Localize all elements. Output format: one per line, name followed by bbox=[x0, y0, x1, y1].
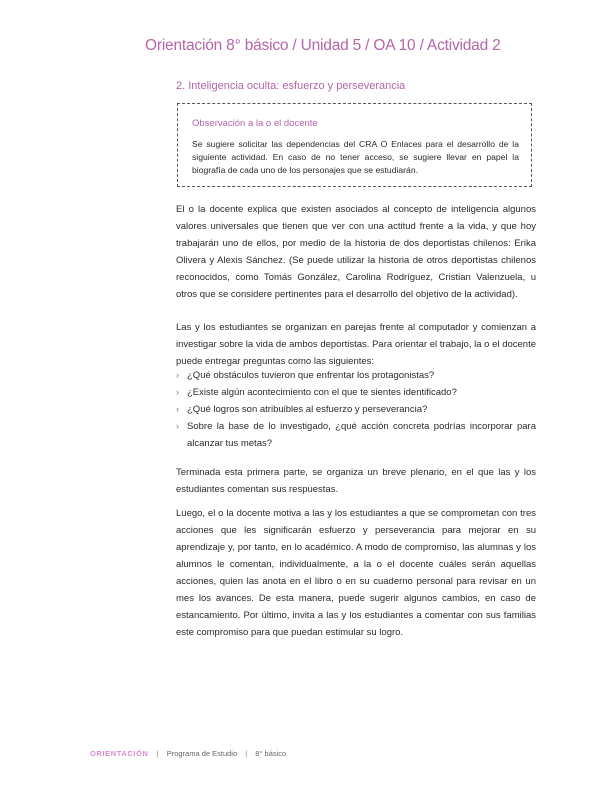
question-item bbox=[176, 418, 536, 452]
paragraph-commitment: Luego, el o la docente motiva a las y los estudiantes a que se comprometan con tres acciones que les significarán esfuerzo y perseverancia para mejorar en su aprendizaje y, por tanto, en lo académico. A modo de compromiso, las alumnas y los alumnos le comentan, individualmente, a la o el docente cuáles serán aquellas acciones, quien las anota en el libro o en su cuaderno personal para revisar en un mes los avances. De esta manera, puede sugerir algunos cambios, en caso de estancamiento. Por último, invita a las y los estudiantes a comentar con sus familias este compromiso para que puedan estimular su logro. bbox=[176, 508, 536, 638]
teacher-note-body: Se sugiere solicitar las dependencias del CRA O Enlaces para el desarrollo de la siguiente actividad. En caso de no tener acceso, se sugiere llevar en papel la biografía de cada uno de los personajes que se estudiarán. bbox=[192, 139, 519, 175]
footer-separator: | bbox=[156, 749, 159, 758]
teacher-note-box bbox=[177, 103, 532, 187]
footer-brand: ORIENTACIÓN bbox=[90, 749, 149, 758]
paragraph-investigation: Las y los estudiantes se organizan en parejas frente al computador y comienzan a investigar sobre la vida de ambos deportistas. Para orientar el trabajo, la o el docente puede entregar preguntas como las siguientes: bbox=[176, 322, 536, 367]
footer-separator: | bbox=[245, 749, 248, 758]
chevron-right-icon: › bbox=[176, 370, 179, 380]
question-item bbox=[176, 367, 536, 384]
question-item bbox=[176, 384, 536, 401]
page-footer bbox=[90, 749, 286, 758]
question-list bbox=[176, 367, 536, 452]
chevron-right-icon: › bbox=[176, 387, 179, 397]
question-text: ¿Qué obstáculos tuvieron que enfrentar los protagonistas? bbox=[187, 370, 435, 381]
question-text: Sobre la base de lo investigado, ¿qué acción concreta podrías incorporar para alcanzar tus metas? bbox=[187, 421, 536, 449]
question-text: ¿Qué logros son atribuibles al esfuerzo y perseverancia? bbox=[187, 404, 428, 415]
chevron-right-icon: › bbox=[176, 404, 179, 414]
section-title: 2. Inteligencia oculta: esfuerzo y perseverancia bbox=[176, 80, 406, 92]
teacher-note-title: Observación a la o el docente bbox=[192, 118, 318, 129]
paragraph-intro: El o la docente explica que existen asociados al concepto de inteligencia algunos valores universales que tienen que ver con una actitud frente a la vida, y que hoy trabajarán uno de ellos, por medio de la historia de dos deportistas chilenos: Erika Olivera y Alexis Sánchez. (Se puede utilizar la historia de otros deportistas chilenos reconocidos, como Tomás González, Carolina Rodríguez, Cristian Valenzuela, u otros que se considere pertinentes para el desarrollo del objetivo de la actividad). bbox=[176, 204, 536, 300]
footer-program: Programa de Estudio bbox=[166, 749, 238, 758]
footer-grade: 8° básico bbox=[255, 749, 287, 758]
question-item bbox=[176, 401, 536, 418]
page-header-title: Orientación 8° básico / Unidad 5 / OA 10 / Actividad 2 bbox=[145, 37, 501, 54]
chevron-right-icon: › bbox=[176, 421, 179, 431]
paragraph-plenary: Terminada esta primera parte, se organiza un breve plenario, en el que las y los estudiantes comentan sus respuestas. bbox=[176, 467, 536, 495]
question-text: ¿Existe algún acontecimiento con el que te sientes identificado? bbox=[187, 387, 457, 398]
